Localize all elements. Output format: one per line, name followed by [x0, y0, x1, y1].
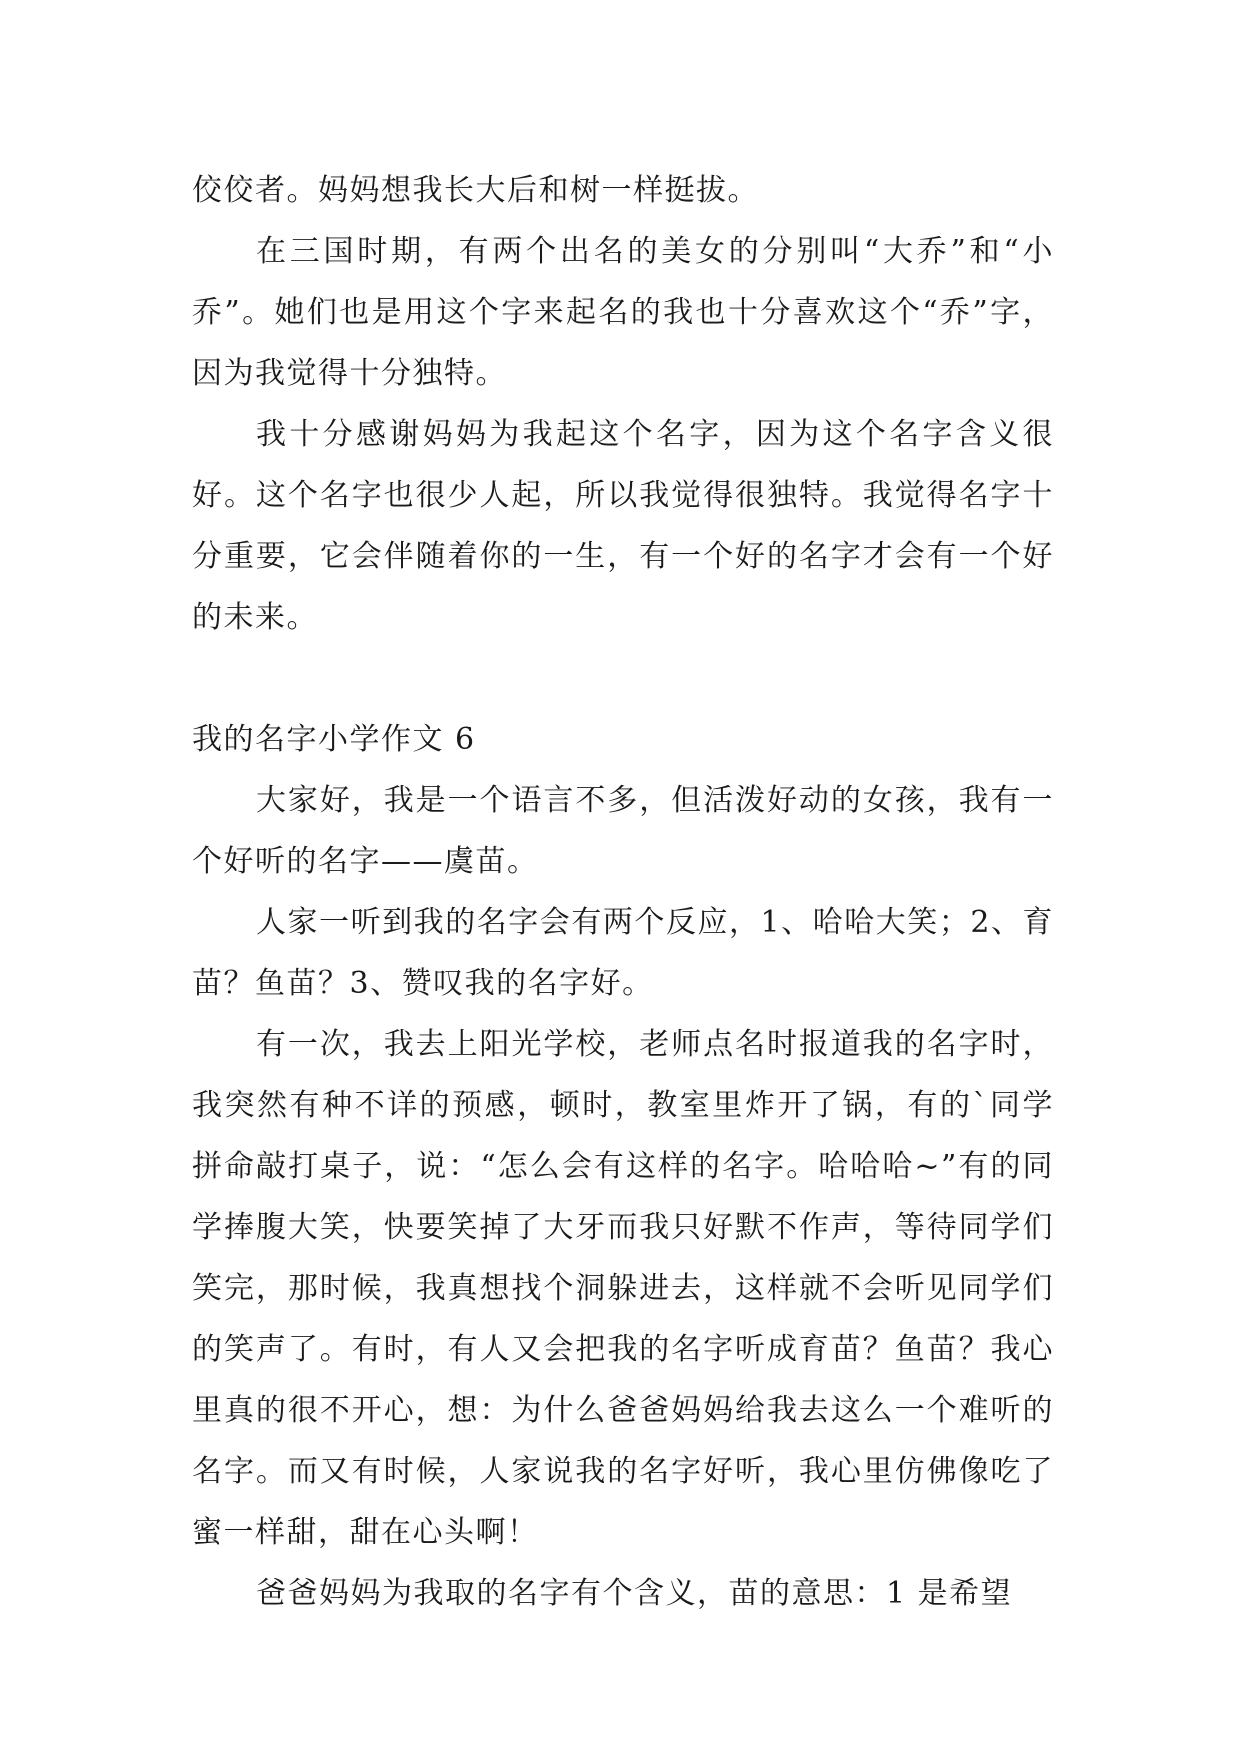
paragraph-thanks-mother: 我十分感谢妈妈为我起这个名字，因为这个名字含义很好。这个名字也很少人起，所以我觉得很独特。我觉得名字十分重要，它会伴随着你的一生，有一个好的名字才会有一个好的未来。 — [192, 417, 1054, 635]
document-body — [192, 160, 1054, 1624]
paragraph-name-meaning: 爸爸妈妈为我取的名字有个含义，苗的意思：1 是希望 — [256, 1576, 1013, 1611]
paragraph-reactions: 人家一听到我的名字会有两个反应，1、哈哈大笑；2、育苗？鱼苗？3、赞叹我的名字好。 — [192, 905, 1054, 1001]
continued-paragraph: 佼佼者。妈妈想我长大后和树一样挺拔。 — [192, 173, 759, 208]
paragraph-introduction: 大家好，我是一个语言不多，但活泼好动的女孩，我有一个好听的名字——虞苗。 — [192, 783, 1054, 879]
paragraph-three-kingdoms: 在三国时期，有两个出名的美女的分别叫“大乔”和“小乔”。她们也是用这个字来起名的我也十分喜欢这个“乔”字，因为我觉得十分独特。 — [192, 234, 1054, 391]
paragraph-school-story: 有一次，我去上阳光学校，老师点名时报道我的名字时，我突然有种不详的预感，顿时，教室里炸开了锅，有的`同学拼命敲打桌子，说：“怎么会有这样的名字。哈哈哈~”有的同学捧腹大笑，快要笑掉了大牙而我只好默不作声，等待同学们笑完，那时候，我真想找个洞躲进去，这样就不会听见同学们的笑声了。有时，有人又会把我的名字听成育苗？鱼苗？我心里真的很不开心，想：为什么爸爸妈妈给我去这么一个难听的名字。而又有时候，人家说我的名字好听，我心里仿佛像吃了蜜一样甜，甜在心头啊！ — [192, 1027, 1054, 1550]
section-heading: 我的名字小学作文 6 — [192, 722, 476, 757]
